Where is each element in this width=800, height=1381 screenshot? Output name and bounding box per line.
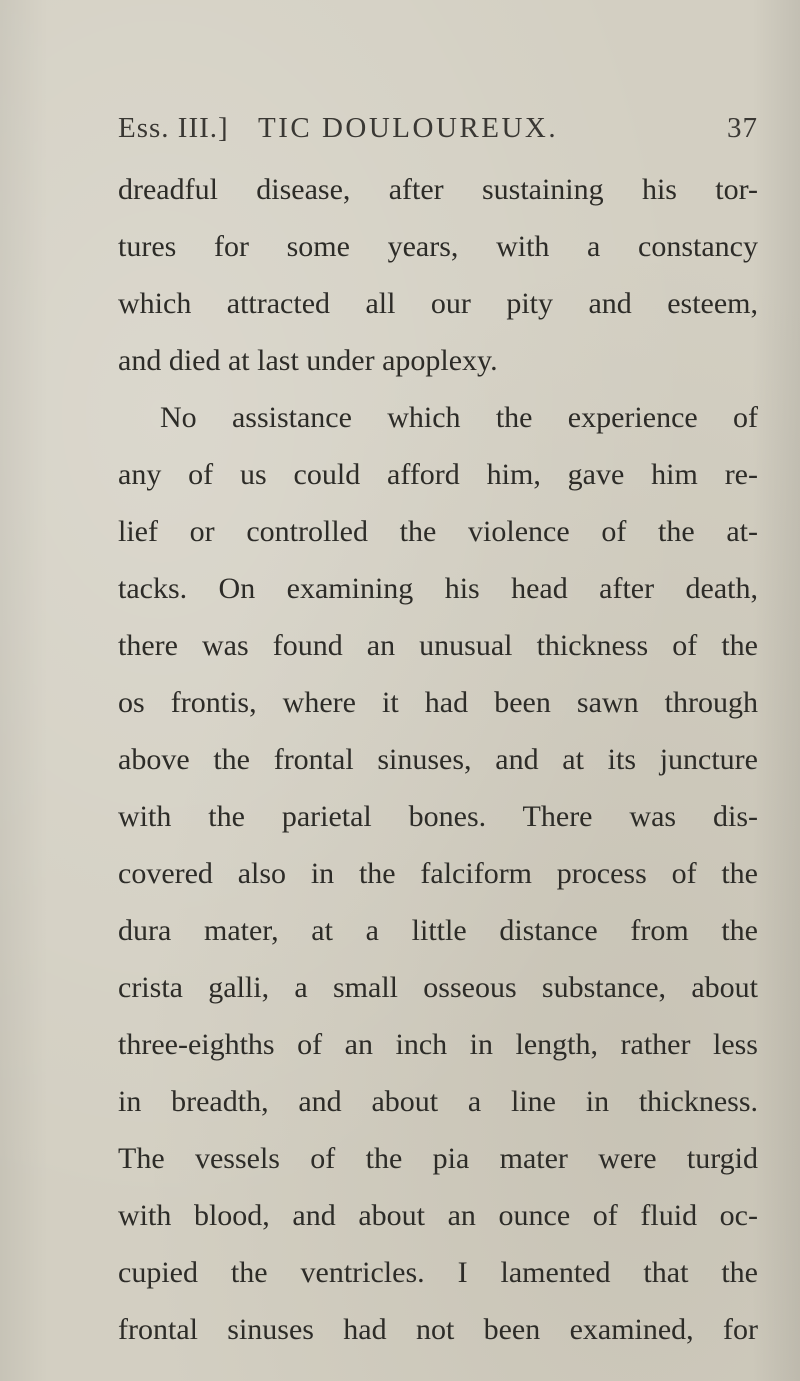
text-line: dura mater, at a little distance from the	[118, 914, 758, 947]
text-line: dreadful disease, after sustaining his tor-	[118, 173, 758, 206]
text-line: which attracted all our pity and esteem,	[118, 287, 758, 320]
text-line: cupied the ventricles. I lamented that the	[118, 1256, 758, 1289]
text-line: covered also in the falciform process of the	[118, 857, 758, 890]
text-line: lief or controlled the violence of the at-	[118, 515, 758, 548]
text-line: there was found an unusual thickness of the	[118, 629, 758, 662]
text-line: The vessels of the pia mater were turgid	[118, 1142, 758, 1175]
text-line: No assistance which the experience of	[160, 401, 758, 434]
text-line: above the frontal sinuses, and at its juncture	[118, 743, 758, 776]
essay-reference: Ess. III.]	[118, 112, 229, 144]
text-line: tures for some years, with a constancy	[118, 230, 758, 263]
text-line: with the parietal bones. There was dis-	[118, 800, 758, 833]
text-line: with blood, and about an ounce of fluid oc-	[118, 1199, 758, 1232]
text-line: frontal sinuses had not been examined, for	[118, 1313, 758, 1346]
running-head	[118, 112, 758, 152]
text-line: and died at last under apoplexy.	[118, 344, 498, 377]
text-line: in breadth, and about a line in thickness.	[118, 1085, 758, 1118]
text-line: three-eighths of an inch in length, rather less	[118, 1028, 758, 1061]
page-number: 37	[727, 112, 758, 144]
text-line: os frontis, where it had been sawn through	[118, 686, 758, 719]
text-line: crista galli, a small osseous substance, about	[118, 971, 758, 1004]
chapter-title: TIC DOULOUREUX.	[258, 112, 559, 144]
text-line: tacks. On examining his head after death,	[118, 572, 758, 605]
text-line: any of us could afford him, gave him re-	[118, 458, 758, 491]
